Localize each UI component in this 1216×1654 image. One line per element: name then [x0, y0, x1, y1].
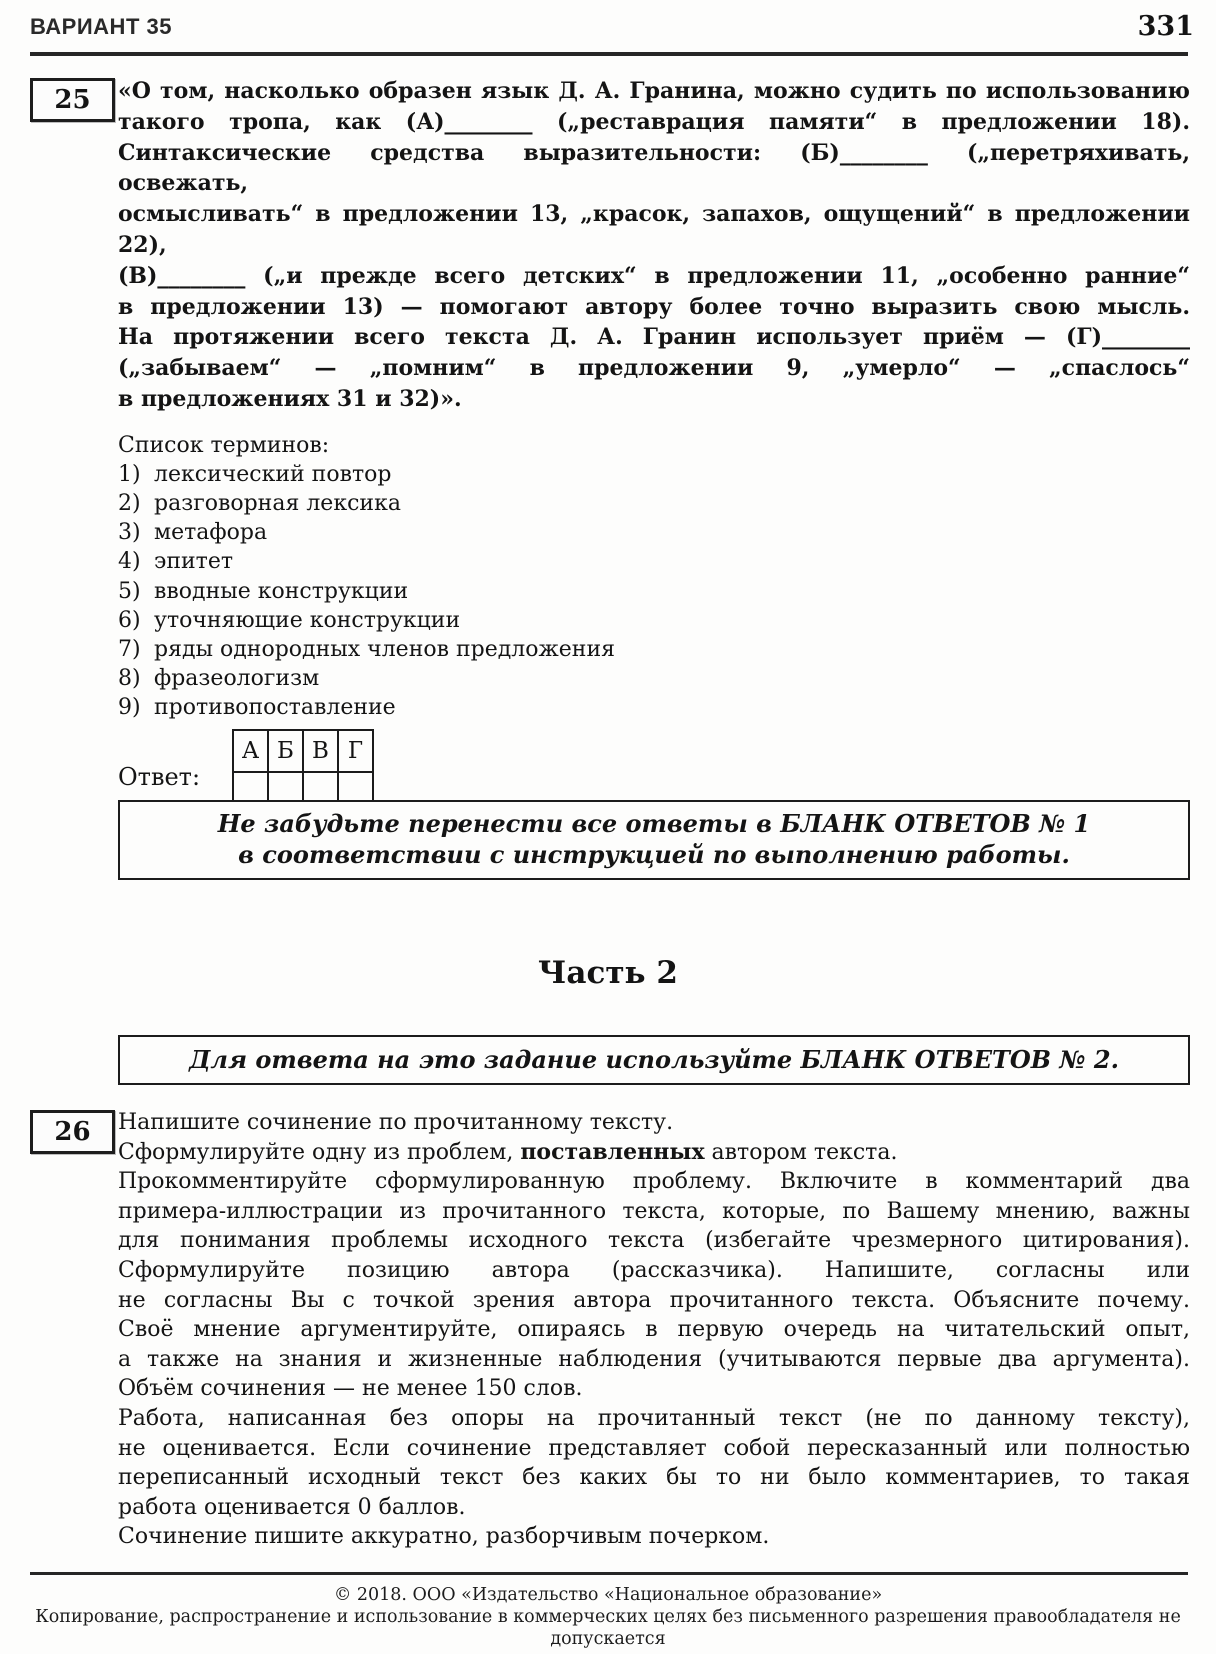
text-line: Сформулируйте одну из проблем, поставленных автором текста. [118, 1138, 898, 1165]
text-line: не оценивается. Если сочинение представляет собой пересказанный или полностью [118, 1435, 1190, 1461]
term-number: 4) [118, 549, 141, 575]
term-item [118, 547, 1190, 576]
text-line: Работа, написанная без опоры на прочитанный текст (не по данному тексту), [118, 1405, 1190, 1431]
header-rule [30, 52, 1188, 56]
notice-line: в соответствии с инструкцией по выполнению работы. [238, 840, 1070, 869]
answer-col-header: Г [338, 730, 373, 772]
text-line: в предложениях 31 и 32)». [118, 385, 462, 412]
text-line: «О том, насколько образен язык Д. А. Гранина, можно судить по использованию [118, 78, 1190, 104]
term-item [118, 635, 1190, 664]
term-number: 3) [118, 520, 141, 546]
text-line: работа оценивается 0 баллов. [118, 1494, 466, 1520]
text-line: Объём сочинения — не менее 150 слов. [118, 1376, 583, 1402]
term-number: 1) [118, 461, 141, 487]
text-line: переписанный исходный текст без каких бы то ни было комментариев, то такая [118, 1465, 1190, 1491]
term-label: разговорная лексика [154, 490, 401, 516]
text-line: Синтаксические средства выразительности: (Б)________ („перетряхивать, освежать, [118, 139, 1190, 197]
term-number: 2) [118, 490, 141, 516]
term-number: 5) [118, 578, 141, 604]
page-footer [0, 1584, 1216, 1650]
task-26-text [118, 1108, 1190, 1552]
term-label: эпитет [154, 549, 234, 575]
terms-title: Список терминов: [118, 432, 330, 458]
text-line: Своё мнение аргументируйте, опираясь в первую очередь на читательский опыт, [118, 1317, 1190, 1343]
term-item [118, 460, 1190, 489]
term-label: вводные конструкции [154, 578, 409, 604]
notice-line: Для ответа на это задание используйте БЛАНК ОТВЕТОВ № 2. [189, 1045, 1119, 1074]
term-number: 7) [118, 636, 141, 662]
text-line: Сформулируйте позицию автора (рассказчика). Напишите, согласны или [118, 1257, 1190, 1283]
answer-col-header: Б [268, 730, 303, 772]
task-25-text [118, 76, 1190, 415]
term-label: метафора [154, 520, 268, 546]
variant-label: ВАРИАНТ 35 [30, 14, 172, 39]
task-26-number-box: 26 [30, 1110, 115, 1154]
text-line: Прокомментируйте сформулированную проблему. Включите в комментарий два [118, 1169, 1190, 1195]
page-header [30, 11, 1194, 42]
notice-answer-sheet-2 [118, 1035, 1190, 1085]
text-line: На протяжении всего текста Д. А. Гранин использует приём — (Г)________ [118, 324, 1190, 351]
task-26 [30, 1108, 1190, 1552]
copyright-line: Копирование, распространение и использование в коммерческих целях без письменного разрешения правообладателя не допускается [35, 1607, 1181, 1649]
copyright-line: © 2018. ООО «Издательство «Национальное образование» [333, 1585, 883, 1605]
notice-line: Не забудьте перенести все ответы в БЛАНК ОТВЕТОВ № 1 [217, 809, 1091, 838]
term-item [118, 693, 1190, 722]
term-item [118, 518, 1190, 547]
notice-answer-sheet-1 [118, 800, 1190, 880]
term-label: фразеологизм [154, 666, 320, 692]
term-number: 9) [118, 695, 141, 721]
term-item [118, 489, 1190, 518]
answer-label: Ответ: [118, 762, 201, 791]
term-number: 6) [118, 607, 141, 633]
text-line: (В)________ („и прежде всего детских“ в предложении 11, „особенно ранние“ [118, 262, 1190, 289]
text-line: осмысливать“ в предложении 13, „красок, запахов, ощущений“ в предложении 22), [118, 201, 1190, 258]
answer-col-header: В [303, 730, 338, 772]
answer-col-header: А [233, 730, 268, 772]
term-number: 8) [118, 666, 141, 692]
term-label: лексический повтор [154, 461, 392, 487]
term-label: ряды однородных членов предложения [154, 636, 615, 662]
text-line: для понимания проблемы исходного текста (избегайте чрезмерного цитирования). [118, 1228, 1190, 1254]
text-line: примера-иллюстрации из прочитанного текста, которые, по Вашему мнению, важны [118, 1198, 1190, 1224]
task-25-body [118, 76, 1190, 813]
page-number: 331 [1137, 11, 1194, 42]
text-line: такого тропа, как (А)________ („реставрация памяти“ в предложении 18). [118, 108, 1190, 135]
text-line: („забываем“ — „помним“ в предложении 9, „умерло“ — „спаслось“ [118, 355, 1190, 382]
text-line: а также на знания и жизненные наблюдения (учитываются первые два аргумента). [118, 1346, 1190, 1372]
footer-rule [30, 1572, 1188, 1575]
task-25-number-box: 25 [30, 78, 115, 122]
text-line: не согласны Вы с точкой зрения автора прочитанного текста. Объясните почему. [118, 1287, 1190, 1313]
text-line: Сочинение пишите аккуратно, разборчивым почерком. [118, 1524, 770, 1550]
part-2-heading: Часть 2 [538, 955, 678, 991]
term-item [118, 606, 1190, 635]
text-line: Напишите сочинение по прочитанному тексту. [118, 1110, 674, 1135]
term-item [118, 577, 1190, 606]
task-25 [30, 76, 1190, 813]
term-label: уточняющие конструкции [154, 607, 461, 633]
term-label: противопоставление [154, 695, 396, 721]
term-item [118, 664, 1190, 693]
text-line: в предложении 13) — помогают автору более точно выразить свою мысль. [118, 293, 1190, 320]
task-26-body [118, 1108, 1190, 1552]
terms-list [118, 460, 1190, 723]
